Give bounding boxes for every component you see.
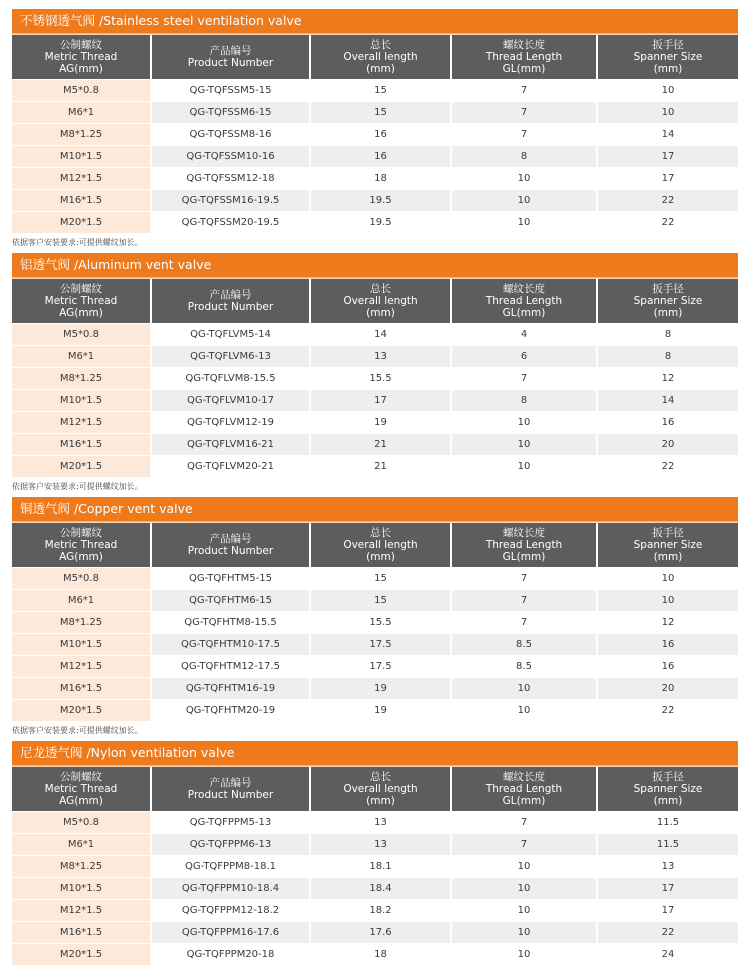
cell-spanner-size: 20 xyxy=(597,678,738,700)
cell-product-number: QG-TQFSSM6-15 xyxy=(151,102,310,124)
column-header-overall-length xyxy=(310,767,451,812)
cell-spanner-size: 8 xyxy=(597,324,738,346)
column-header-line: 产品编号 xyxy=(209,777,252,789)
column-header-line: 螺纹长度 xyxy=(503,771,545,783)
cell-overall-length: 19 xyxy=(310,412,451,434)
cell-overall-length: 15.5 xyxy=(310,612,451,634)
cell-spanner-size: 12 xyxy=(597,368,738,390)
section-note: 依据客户安装要求:可提供螺纹加长。 xyxy=(12,238,143,247)
cell-thread-length: 6 xyxy=(451,346,597,368)
column-header-line: (mm) xyxy=(366,551,395,563)
cell-metric-thread: M6*1 xyxy=(12,834,151,856)
cell-thread-length: 7 xyxy=(451,568,597,590)
spec-table xyxy=(12,767,738,965)
cell-metric-thread: M5*0.8 xyxy=(12,812,151,834)
column-header-line: Product Number xyxy=(187,545,274,557)
cell-overall-length: 18.2 xyxy=(310,900,451,922)
cell-thread-length: 8.5 xyxy=(451,656,597,678)
cell-product-number: QG-TQFPPM8-18.1 xyxy=(151,856,310,878)
column-header-line: Overall length xyxy=(343,539,418,551)
cell-thread-length: 10 xyxy=(451,190,597,212)
cell-overall-length: 19 xyxy=(310,700,451,722)
cell-spanner-size: 24 xyxy=(597,944,738,966)
cell-spanner-size: 14 xyxy=(597,124,738,146)
column-header-line: Product Number xyxy=(187,789,274,801)
cell-overall-length: 15 xyxy=(310,80,451,102)
section-title: 铝透气阀 /Aluminum vent valve xyxy=(12,253,738,277)
column-header-spanner-size xyxy=(597,523,738,568)
column-header-line: (mm) xyxy=(366,795,395,807)
column-header-spanner-size xyxy=(597,35,738,80)
cell-product-number: QG-TQFHTM16-19 xyxy=(151,678,310,700)
column-header-line: AG(mm) xyxy=(59,63,103,75)
column-header-line: 总长 xyxy=(370,283,391,295)
cell-thread-length: 8 xyxy=(451,146,597,168)
spec-table xyxy=(12,35,738,233)
cell-thread-length: 10 xyxy=(451,900,597,922)
table-row xyxy=(12,856,738,878)
column-header-line: 公制螺纹 xyxy=(60,527,102,539)
column-header-line: AG(mm) xyxy=(59,795,103,807)
column-header-metric-thread xyxy=(12,279,151,324)
cell-spanner-size: 10 xyxy=(597,590,738,612)
cell-product-number: QG-TQFHTM12-17.5 xyxy=(151,656,310,678)
cell-metric-thread: M20*1.5 xyxy=(12,456,151,478)
cell-product-number: QG-TQFSSM8-16 xyxy=(151,124,310,146)
cell-overall-length: 17.5 xyxy=(310,634,451,656)
column-header-line: (mm) xyxy=(366,307,395,319)
column-header-metric-thread xyxy=(12,523,151,568)
table-row xyxy=(12,812,738,834)
column-header-line: 公制螺纹 xyxy=(60,39,102,51)
cell-product-number: QG-TQFHTM6-15 xyxy=(151,590,310,612)
column-header-line: 总长 xyxy=(370,771,391,783)
column-header-line: (mm) xyxy=(653,63,683,75)
column-header-line: GL(mm) xyxy=(502,307,546,319)
column-header-overall-length xyxy=(310,35,451,80)
cell-thread-length: 10 xyxy=(451,944,597,966)
column-header-line: Overall length xyxy=(343,783,418,795)
cell-thread-length: 7 xyxy=(451,102,597,124)
cell-spanner-size: 22 xyxy=(597,190,738,212)
cell-product-number: QG-TQFPPM20-18 xyxy=(151,944,310,966)
column-header-line: 扳手径 xyxy=(652,39,684,51)
cell-spanner-size: 16 xyxy=(597,656,738,678)
column-header-line: AG(mm) xyxy=(59,307,103,319)
spec-table xyxy=(12,523,738,721)
cell-overall-length: 17.6 xyxy=(310,922,451,944)
table-row xyxy=(12,412,738,434)
cell-metric-thread: M10*1.5 xyxy=(12,878,151,900)
section-title: 不锈钢透气阀 /Stainless steel ventilation valve xyxy=(12,9,738,33)
cell-overall-length: 13 xyxy=(310,834,451,856)
table-row xyxy=(12,346,738,368)
cell-product-number: QG-TQFPPM5-13 xyxy=(151,812,310,834)
cell-overall-length: 15.5 xyxy=(310,368,451,390)
column-header-line: 螺纹长度 xyxy=(503,283,545,295)
table-row xyxy=(12,700,738,722)
column-header-line: GL(mm) xyxy=(502,63,546,75)
column-header-line: Metric Thread xyxy=(44,539,118,551)
column-header-thread-length xyxy=(451,35,597,80)
table-row xyxy=(12,456,738,478)
column-header-line: Overall length xyxy=(343,51,418,63)
table-row xyxy=(12,590,738,612)
table-row xyxy=(12,324,738,346)
cell-product-number: QG-TQFSSM10-16 xyxy=(151,146,310,168)
cell-overall-length: 17 xyxy=(310,390,451,412)
column-header-spanner-size xyxy=(597,767,738,812)
cell-product-number: QG-TQFPPM10-18.4 xyxy=(151,878,310,900)
column-header-product-number xyxy=(151,35,310,80)
cell-metric-thread: M20*1.5 xyxy=(12,700,151,722)
cell-thread-length: 10 xyxy=(451,678,597,700)
cell-thread-length: 8 xyxy=(451,390,597,412)
section-title: 尼龙透气阀 /Nylon ventilation valve xyxy=(12,741,738,765)
cell-thread-length: 7 xyxy=(451,834,597,856)
cell-overall-length: 18.4 xyxy=(310,878,451,900)
section-note: 依据客户安装要求:可提供螺纹加长。 xyxy=(12,482,143,491)
cell-overall-length: 15 xyxy=(310,590,451,612)
cell-product-number: QG-TQFHTM20-19 xyxy=(151,700,310,722)
table-row xyxy=(12,634,738,656)
column-header-product-number xyxy=(151,523,310,568)
cell-product-number: QG-TQFLVM12-19 xyxy=(151,412,310,434)
cell-product-number: QG-TQFLVM16-21 xyxy=(151,434,310,456)
spec-section xyxy=(12,741,738,965)
cell-spanner-size: 17 xyxy=(597,900,738,922)
column-header-line: 螺纹长度 xyxy=(503,527,545,539)
cell-spanner-size: 17 xyxy=(597,168,738,190)
column-header-line: GL(mm) xyxy=(502,795,546,807)
cell-overall-length: 19 xyxy=(310,678,451,700)
column-header-product-number xyxy=(151,279,310,324)
spec-section xyxy=(12,9,738,249)
cell-metric-thread: M16*1.5 xyxy=(12,922,151,944)
cell-overall-length: 14 xyxy=(310,324,451,346)
column-header-line: (mm) xyxy=(653,551,683,563)
column-header-thread-length xyxy=(451,767,597,812)
cell-metric-thread: M5*0.8 xyxy=(12,80,151,102)
cell-thread-length: 10 xyxy=(451,456,597,478)
cell-product-number: QG-TQFSSM20-19.5 xyxy=(151,212,310,234)
column-header-line: Thread Length xyxy=(485,783,563,795)
column-header-line: 扳手径 xyxy=(652,771,684,783)
cell-overall-length: 16 xyxy=(310,124,451,146)
cell-overall-length: 19.5 xyxy=(310,212,451,234)
cell-product-number: QG-TQFLVM10-17 xyxy=(151,390,310,412)
cell-thread-length: 10 xyxy=(451,922,597,944)
cell-metric-thread: M12*1.5 xyxy=(12,168,151,190)
cell-overall-length: 16 xyxy=(310,146,451,168)
table-row xyxy=(12,390,738,412)
column-header-line: 公制螺纹 xyxy=(60,771,102,783)
column-header-line: Spanner Size xyxy=(633,539,703,551)
column-header-line: Thread Length xyxy=(485,295,563,307)
cell-product-number: QG-TQFHTM8-15.5 xyxy=(151,612,310,634)
column-header-line: 扳手径 xyxy=(652,527,684,539)
table-header-row xyxy=(12,279,738,324)
table-row xyxy=(12,168,738,190)
cell-product-number: QG-TQFPPM12-18.2 xyxy=(151,900,310,922)
cell-spanner-size: 11.5 xyxy=(597,812,738,834)
table-row xyxy=(12,434,738,456)
column-header-line: Product Number xyxy=(187,301,274,313)
cell-thread-length: 10 xyxy=(451,878,597,900)
cell-metric-thread: M8*1.25 xyxy=(12,124,151,146)
cell-metric-thread: M8*1.25 xyxy=(12,856,151,878)
cell-overall-length: 13 xyxy=(310,346,451,368)
column-header-line: Thread Length xyxy=(485,539,563,551)
cell-spanner-size: 8 xyxy=(597,346,738,368)
cell-spanner-size: 16 xyxy=(597,412,738,434)
cell-metric-thread: M16*1.5 xyxy=(12,678,151,700)
column-header-line: 公制螺纹 xyxy=(60,283,102,295)
column-header-line: Metric Thread xyxy=(44,783,118,795)
cell-product-number: QG-TQFLVM8-15.5 xyxy=(151,368,310,390)
cell-metric-thread: M10*1.5 xyxy=(12,146,151,168)
column-header-line: 总长 xyxy=(370,527,391,539)
table-row xyxy=(12,922,738,944)
cell-overall-length: 21 xyxy=(310,456,451,478)
spec-table xyxy=(12,279,738,477)
table-row xyxy=(12,146,738,168)
cell-spanner-size: 10 xyxy=(597,568,738,590)
cell-spanner-size: 16 xyxy=(597,634,738,656)
table-row xyxy=(12,212,738,234)
cell-overall-length: 17.5 xyxy=(310,656,451,678)
table-row xyxy=(12,568,738,590)
column-header-metric-thread xyxy=(12,767,151,812)
cell-thread-length: 7 xyxy=(451,812,597,834)
column-header-thread-length xyxy=(451,523,597,568)
cell-thread-length: 10 xyxy=(451,412,597,434)
column-header-line: (mm) xyxy=(653,307,683,319)
cell-product-number: QG-TQFSSM5-15 xyxy=(151,80,310,102)
cell-thread-length: 10 xyxy=(451,434,597,456)
section-title: 铜透气阀 /Copper vent valve xyxy=(12,497,738,521)
cell-metric-thread: M16*1.5 xyxy=(12,190,151,212)
column-header-line: (mm) xyxy=(366,63,395,75)
cell-thread-length: 7 xyxy=(451,612,597,634)
table-row xyxy=(12,834,738,856)
cell-overall-length: 18 xyxy=(310,168,451,190)
cell-spanner-size: 22 xyxy=(597,212,738,234)
cell-metric-thread: M8*1.25 xyxy=(12,612,151,634)
cell-thread-length: 7 xyxy=(451,368,597,390)
cell-product-number: QG-TQFSSM12-18 xyxy=(151,168,310,190)
cell-metric-thread: M5*0.8 xyxy=(12,568,151,590)
cell-metric-thread: M16*1.5 xyxy=(12,434,151,456)
column-header-line: 产品编号 xyxy=(209,533,252,545)
table-header-row xyxy=(12,35,738,80)
table-row xyxy=(12,656,738,678)
column-header-line: 总长 xyxy=(370,39,391,51)
cell-thread-length: 10 xyxy=(451,212,597,234)
table-row xyxy=(12,368,738,390)
table-header-row xyxy=(12,767,738,812)
cell-thread-length: 10 xyxy=(451,856,597,878)
column-header-overall-length xyxy=(310,279,451,324)
cell-product-number: QG-TQFPPM16-17.6 xyxy=(151,922,310,944)
cell-metric-thread: M12*1.5 xyxy=(12,656,151,678)
cell-overall-length: 18.1 xyxy=(310,856,451,878)
cell-metric-thread: M12*1.5 xyxy=(12,900,151,922)
column-header-line: Spanner Size xyxy=(633,783,703,795)
cell-metric-thread: M20*1.5 xyxy=(12,212,151,234)
cell-overall-length: 21 xyxy=(310,434,451,456)
cell-thread-length: 7 xyxy=(451,80,597,102)
cell-product-number: QG-TQFHTM10-17.5 xyxy=(151,634,310,656)
section-note: 依据客户安装要求:可提供螺纹加长。 xyxy=(12,726,143,735)
table-row xyxy=(12,124,738,146)
table-row xyxy=(12,80,738,102)
cell-spanner-size: 11.5 xyxy=(597,834,738,856)
column-header-metric-thread xyxy=(12,35,151,80)
column-header-line: 扳手径 xyxy=(652,283,684,295)
table-row xyxy=(12,678,738,700)
cell-product-number: QG-TQFLVM5-14 xyxy=(151,324,310,346)
table-header-row xyxy=(12,523,738,568)
column-header-overall-length xyxy=(310,523,451,568)
cell-metric-thread: M6*1 xyxy=(12,590,151,612)
cell-spanner-size: 17 xyxy=(597,146,738,168)
column-header-thread-length xyxy=(451,279,597,324)
cell-thread-length: 10 xyxy=(451,168,597,190)
column-header-line: 螺纹长度 xyxy=(503,39,545,51)
cell-spanner-size: 10 xyxy=(597,102,738,124)
cell-spanner-size: 13 xyxy=(597,856,738,878)
column-header-line: Spanner Size xyxy=(633,295,703,307)
table-row xyxy=(12,900,738,922)
column-header-line: 产品编号 xyxy=(209,45,252,57)
cell-spanner-size: 20 xyxy=(597,434,738,456)
column-header-spanner-size xyxy=(597,279,738,324)
cell-metric-thread: M20*1.5 xyxy=(12,944,151,966)
cell-spanner-size: 22 xyxy=(597,700,738,722)
column-header-line: 产品编号 xyxy=(209,289,252,301)
cell-metric-thread: M12*1.5 xyxy=(12,412,151,434)
cell-spanner-size: 22 xyxy=(597,456,738,478)
column-header-line: AG(mm) xyxy=(59,551,103,563)
cell-metric-thread: M8*1.25 xyxy=(12,368,151,390)
table-row xyxy=(12,612,738,634)
spec-section xyxy=(12,253,738,493)
cell-spanner-size: 10 xyxy=(597,80,738,102)
column-header-line: Spanner Size xyxy=(633,51,703,63)
cell-thread-length: 10 xyxy=(451,700,597,722)
cell-spanner-size: 12 xyxy=(597,612,738,634)
column-header-line: Overall length xyxy=(343,295,418,307)
cell-thread-length: 7 xyxy=(451,124,597,146)
cell-overall-length: 18 xyxy=(310,944,451,966)
cell-overall-length: 19.5 xyxy=(310,190,451,212)
cell-metric-thread: M10*1.5 xyxy=(12,390,151,412)
column-header-line: Metric Thread xyxy=(44,295,118,307)
cell-overall-length: 13 xyxy=(310,812,451,834)
cell-spanner-size: 17 xyxy=(597,878,738,900)
column-header-product-number xyxy=(151,767,310,812)
cell-metric-thread: M6*1 xyxy=(12,102,151,124)
cell-product-number: QG-TQFSSM16-19.5 xyxy=(151,190,310,212)
cell-thread-length: 8.5 xyxy=(451,634,597,656)
spec-section xyxy=(12,497,738,737)
column-header-line: Thread Length xyxy=(485,51,563,63)
table-row xyxy=(12,190,738,212)
table-row xyxy=(12,944,738,966)
cell-product-number: QG-TQFHTM5-15 xyxy=(151,568,310,590)
cell-thread-length: 4 xyxy=(451,324,597,346)
column-header-line: GL(mm) xyxy=(502,551,546,563)
cell-spanner-size: 22 xyxy=(597,922,738,944)
cell-metric-thread: M10*1.5 xyxy=(12,634,151,656)
cell-product-number: QG-TQFPPM6-13 xyxy=(151,834,310,856)
cell-overall-length: 15 xyxy=(310,102,451,124)
cell-metric-thread: M5*0.8 xyxy=(12,324,151,346)
cell-product-number: QG-TQFLVM6-13 xyxy=(151,346,310,368)
cell-spanner-size: 14 xyxy=(597,390,738,412)
table-row xyxy=(12,878,738,900)
cell-thread-length: 7 xyxy=(451,590,597,612)
cell-overall-length: 15 xyxy=(310,568,451,590)
column-header-line: (mm) xyxy=(653,795,683,807)
cell-metric-thread: M6*1 xyxy=(12,346,151,368)
cell-product-number: QG-TQFLVM20-21 xyxy=(151,456,310,478)
table-row xyxy=(12,102,738,124)
column-header-line: Metric Thread xyxy=(44,51,118,63)
column-header-line: Product Number xyxy=(187,57,274,69)
